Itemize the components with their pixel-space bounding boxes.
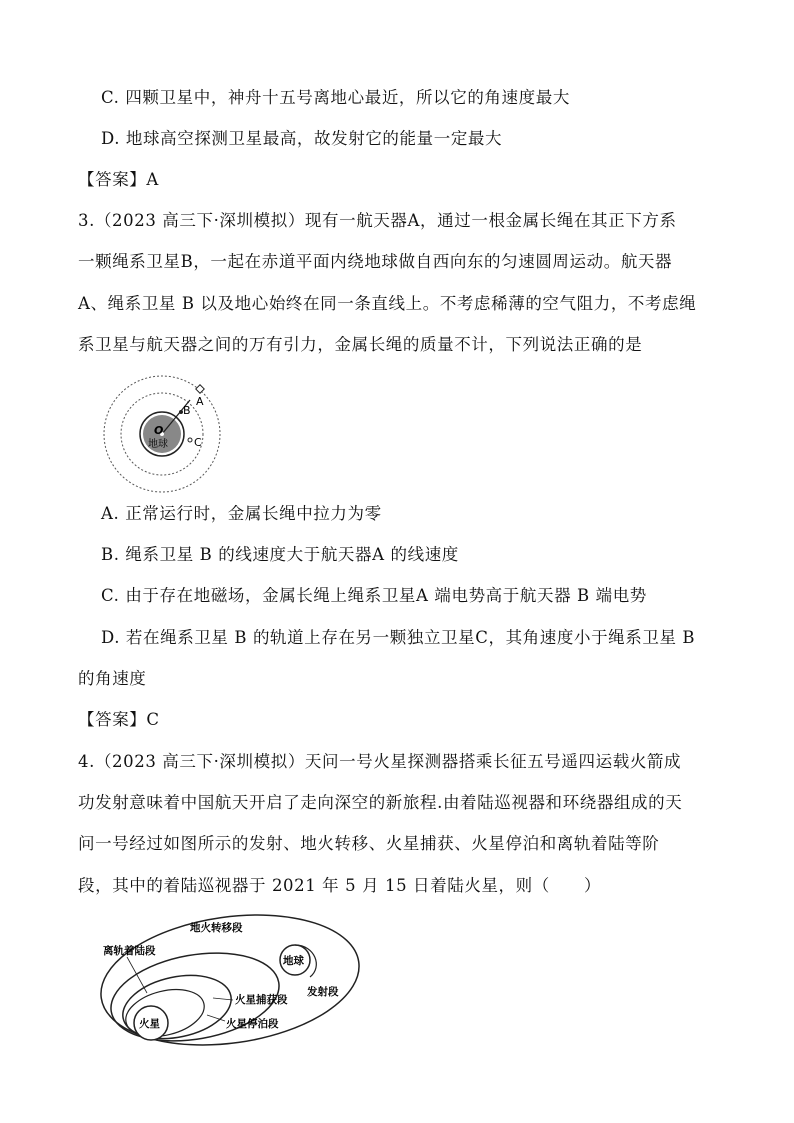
q2-option-d: D. 地球高空探测卫星最高，故发射它的能量一定最大 bbox=[101, 129, 503, 148]
label-b: B bbox=[183, 404, 191, 417]
q3-orbit-figure bbox=[100, 370, 250, 495]
parking-orbit bbox=[117, 966, 237, 1048]
q3-stem-line-1: 3.（2023 高三下·深圳模拟）现有一航天器A，通过一根金属长绳在其正下方系 bbox=[78, 211, 677, 230]
label-transfer: 地火转移段 bbox=[190, 922, 243, 934]
label-launch: 发射段 bbox=[307, 986, 339, 998]
label-earth: 地球 bbox=[283, 955, 304, 967]
q4-trajectory-figure bbox=[95, 905, 365, 1055]
label-capture: 火星捕获段 bbox=[235, 994, 288, 1006]
q2-option-c: C. 四颗卫星中，神舟十五号离地心最近，所以它的角速度最大 bbox=[101, 88, 570, 107]
q3-option-c: C. 由于存在地磁场，金属长绳上绳系卫星A 端电势高于航天器 B 端电势 bbox=[101, 586, 647, 605]
q4-stem-line-2: 功发射意味着中国航天开启了走向深空的新旅程.由着陆巡视器和环绕器组成的天 bbox=[78, 793, 683, 812]
label-c: C bbox=[194, 436, 202, 449]
label-a: A bbox=[196, 395, 204, 408]
label-earth: 地球 bbox=[148, 439, 168, 450]
capture-leader bbox=[213, 998, 233, 1000]
label-mars: 火星 bbox=[139, 1018, 160, 1030]
label-parking: 火星停泊段 bbox=[226, 1018, 279, 1030]
label-deorbit: 离轨着陆段 bbox=[103, 945, 156, 957]
q3-option-b: B. 绳系卫星 B 的线速度大于航天器A 的线速度 bbox=[101, 545, 459, 564]
q3-stem-line-3: A、绳系卫星 B 以及地心始终在同一条直线上。不考虑稀薄的空气阻力，不考虑绳 bbox=[78, 294, 697, 313]
q4-stem-line-3: 问一号经过如图所示的发射、地火转移、火星捕获、火星停泊和离轨着陆等阶 bbox=[78, 834, 660, 853]
deorbit-leader bbox=[127, 957, 147, 993]
satellite-c bbox=[188, 438, 192, 442]
q3-option-a: A. 正常运行时，金属长绳中拉力为零 bbox=[101, 504, 382, 523]
q3-stem-line-2: 一颗绳系卫星B，一起在赤道平面内绕地球做自西向东的匀速圆周运动。航天器 bbox=[78, 252, 673, 271]
q4-stem-line-1: 4.（2023 高三下·深圳模拟）天问一号火星探测器搭乘长征五号遥四运载火箭成 bbox=[78, 752, 682, 771]
q3-answer: 【答案】C bbox=[78, 710, 160, 729]
spacecraft-a bbox=[196, 385, 204, 393]
q3-stem-line-4: 系卫星与航天器之间的万有引力，金属长绳的质量不计，下列说法正确的是 bbox=[78, 335, 643, 354]
q4-stem-line-4: 段，其中的着陆巡视器于 2021 年 5 月 15 日着陆火星，则（ ） bbox=[78, 876, 602, 895]
label-o: O bbox=[154, 424, 164, 437]
q3-option-d-line-2: 的角速度 bbox=[78, 669, 147, 688]
q3-option-d-line-1: D. 若在绳系卫星 B 的轨道上存在另一颗独立卫星C，其角速度小于绳系卫星 B bbox=[101, 628, 696, 647]
q2-answer: 【答案】A bbox=[78, 170, 159, 189]
